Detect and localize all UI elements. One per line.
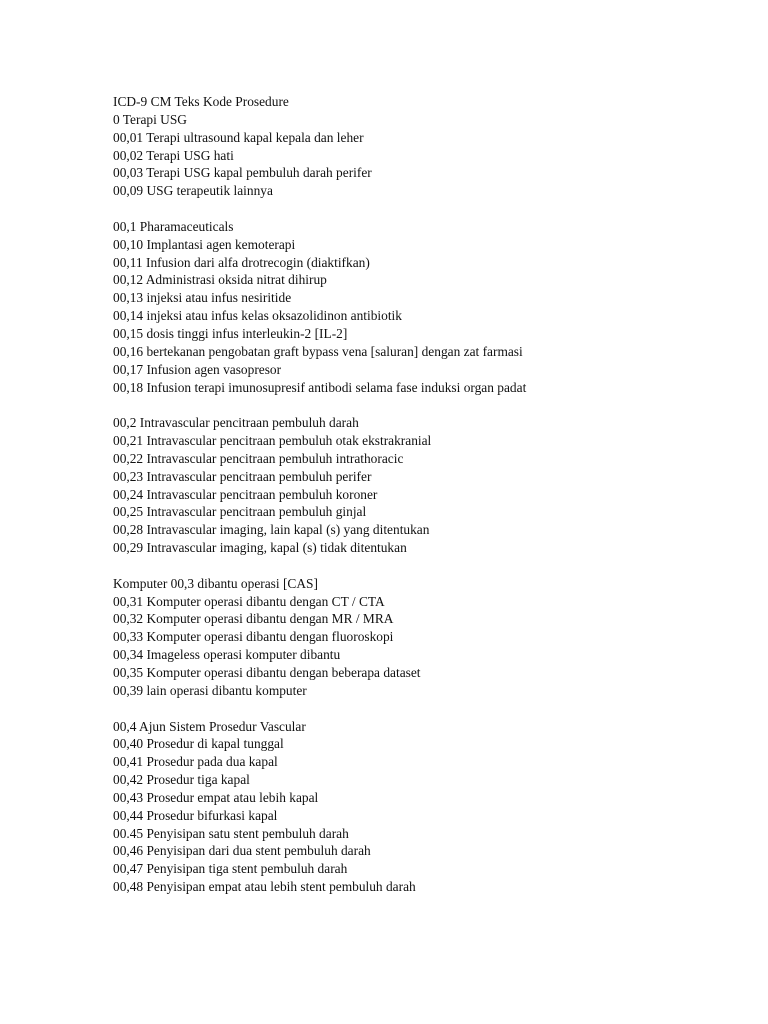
code-line: 00,02 Terapi USG hati bbox=[113, 147, 234, 163]
code-line: 00,32 Komputer operasi dibantu dengan MR / MRA bbox=[113, 611, 394, 627]
code-line: 00,12 Administrasi oksida nitrat dihirup bbox=[113, 272, 327, 288]
code-line: 00,16 bertekanan pengobatan graft bypass vena [saluran] dengan zat farmasi bbox=[113, 343, 523, 359]
code-line: 00,42 Prosedur tiga kapal bbox=[113, 772, 250, 788]
code-line: 00,39 lain operasi dibantu komputer bbox=[113, 682, 307, 698]
code-line: 00,33 Komputer operasi dibantu dengan fluoroskopi bbox=[113, 629, 394, 645]
code-line: 00,17 Infusion agen vasopresor bbox=[113, 361, 282, 377]
code-line: 00,13 injeksi atau infus nesiritide bbox=[113, 290, 292, 306]
code-line: 00,25 Intravascular pencitraan pembuluh ginjal bbox=[113, 504, 367, 520]
code-line: 00,34 Imageless operasi komputer dibantu bbox=[113, 647, 341, 663]
code-line: 00,15 dosis tinggi infus interleukin-2 [IL-2] bbox=[113, 325, 348, 341]
section-computer-assisted-surgery bbox=[113, 575, 753, 700]
document-body bbox=[113, 93, 753, 896]
document-title: ICD-9 CM Teks Kode Prosedure bbox=[113, 94, 289, 109]
section-heading: 0 Terapi USG bbox=[113, 111, 187, 127]
code-line: 00.45 Penyisipan satu stent pembuluh darah bbox=[113, 825, 349, 841]
code-line: 00,43 Prosedur empat atau lebih kapal bbox=[113, 789, 319, 805]
section-terapi-usg bbox=[113, 93, 753, 200]
code-line: 00,29 Intravascular imaging, kapal (s) tidak ditentukan bbox=[113, 540, 407, 556]
section-spacer bbox=[113, 557, 753, 575]
code-line: 00,35 Komputer operasi dibantu dengan beberapa dataset bbox=[113, 665, 421, 680]
code-line: 00,41 Prosedur pada dua kapal bbox=[113, 754, 278, 770]
section-heading: 00,2 Intravascular pencitraan pembuluh darah bbox=[113, 415, 359, 431]
code-line: 00,40 Prosedur di kapal tunggal bbox=[113, 736, 284, 752]
section-spacer bbox=[113, 700, 753, 718]
section-intravascular-imaging bbox=[113, 414, 753, 557]
section-spacer bbox=[113, 396, 753, 414]
code-line: 00,22 Intravascular pencitraan pembuluh intrathoracic bbox=[113, 450, 404, 466]
code-line: 00,28 Intravascular imaging, lain kapal (s) yang ditentukan bbox=[113, 522, 430, 538]
code-line: 00,24 Intravascular pencitraan pembuluh koroner bbox=[113, 486, 378, 502]
code-line: 00,18 Infusion terapi imunosupresif antibodi selama fase induksi organ padat bbox=[113, 379, 527, 395]
section-heading: 00,1 Pharamaceuticals bbox=[113, 218, 234, 234]
code-line: 00,10 Implantasi agen kemoterapi bbox=[113, 236, 296, 252]
code-line: 00,47 Penyisipan tiga stent pembuluh darah bbox=[113, 861, 348, 877]
section-pharmaceuticals bbox=[113, 218, 753, 396]
code-line: 00,48 Penyisipan empat atau lebih stent pembuluh darah bbox=[113, 879, 416, 895]
code-line: 00,03 Terapi USG kapal pembuluh darah perifer bbox=[113, 165, 372, 181]
code-line: 00,01 Terapi ultrasound kapal kepala dan leher bbox=[113, 129, 364, 145]
code-line: 00,21 Intravascular pencitraan pembuluh otak ekstrakranial bbox=[113, 433, 432, 449]
section-heading: 00,4 Ajun Sistem Prosedur Vascular bbox=[113, 718, 306, 734]
code-line: 00,31 Komputer operasi dibantu dengan CT / CTA bbox=[113, 593, 385, 609]
section-heading: Komputer 00,3 dibantu operasi [CAS] bbox=[113, 575, 318, 591]
code-line: 00,09 USG terapeutik lainnya bbox=[113, 183, 273, 199]
code-line: 00,23 Intravascular pencitraan pembuluh perifer bbox=[113, 468, 372, 484]
code-line: 00,11 Infusion dari alfa drotrecogin (diaktifkan) bbox=[113, 254, 370, 270]
section-spacer bbox=[113, 200, 753, 218]
section-vascular-procedures bbox=[113, 718, 753, 896]
code-line: 00,44 Prosedur bifurkasi kapal bbox=[113, 807, 278, 823]
code-line: 00,14 injeksi atau infus kelas oksazolidinon antibiotik bbox=[113, 308, 402, 324]
code-line: 00,46 Penyisipan dari dua stent pembuluh darah bbox=[113, 843, 371, 859]
